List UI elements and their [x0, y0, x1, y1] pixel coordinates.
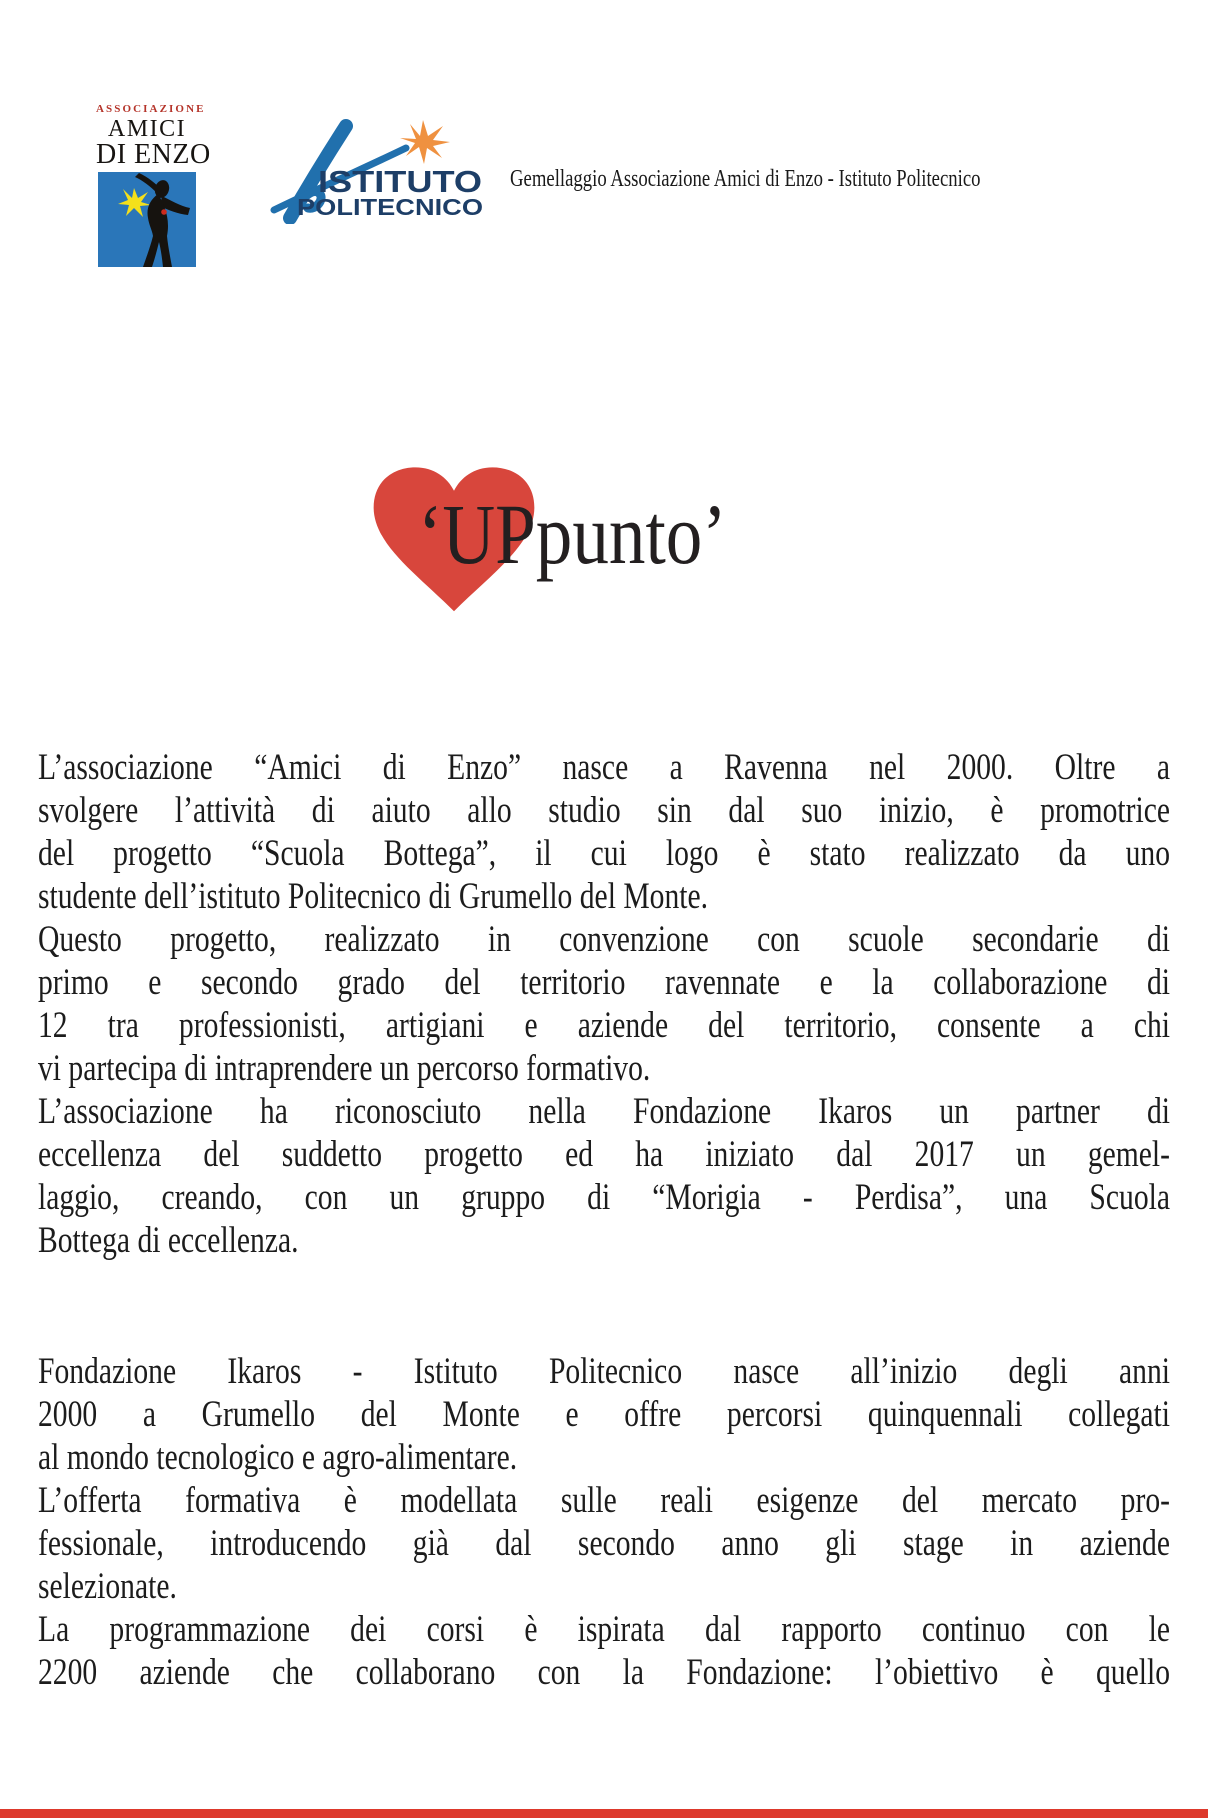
text-line: laggio, creando, con un gruppo di “Morigia - Perdisa”, una Scuola: [38, 1177, 1170, 1218]
istituto-politecnico-logo: [258, 112, 498, 224]
paragraph: [38, 1608, 1170, 1694]
text-line: L’associazione ha riconosciuto nella Fondazione Ikaros un partner di: [38, 1091, 1170, 1132]
politecnico-politecnico-label: POLITECNICO: [297, 194, 483, 220]
paragraph: [38, 918, 1170, 1090]
text-line: 2000 a Grumello del Monte e offre percorsi quinquennali collegati: [38, 1394, 1170, 1435]
body-text: [38, 746, 1170, 1694]
politecnico-star-icon: [400, 120, 450, 164]
page-title: ‘UPpunto’: [418, 486, 727, 582]
amici-di-enzo-logo: [96, 103, 211, 267]
text-line: 12 tra professionisti, artigiani e aziende del territorio, consente a chi: [38, 1005, 1170, 1046]
text-line: Bottega di eccellenza.: [38, 1220, 299, 1261]
text-line: vi partecipa di intraprendere un percorso formativo.: [38, 1048, 651, 1089]
text-line: Questo progetto, realizzato in convenzione con scuole secondarie di: [38, 919, 1170, 960]
footer-accent-bar: [0, 1809, 1208, 1818]
politecnico-istituto-label: ISTITUTO: [318, 164, 482, 199]
paragraph: [38, 1479, 1170, 1608]
amici-logo-associazione-label: ASSOCIAZIONE: [96, 103, 206, 115]
gemellaggio-caption: Gemellaggio Associazione Amici di Enzo - Istituto Politecnico: [510, 166, 981, 192]
text-line: fessionale, introducendo già dal secondo anno gli stage in aziende: [38, 1523, 1170, 1564]
uppunto-title-block: [370, 464, 970, 634]
text-line: 2200 aziende che collaborano con la Fondazione: l’obiettivo è quello: [38, 1652, 1170, 1693]
text-line: primo e secondo grado del territorio ravennate e la collaborazione di: [38, 962, 1170, 1003]
text-line: La programmazione dei corsi è ispirata dal rapporto continuo con le: [38, 1609, 1170, 1650]
text-line: del progetto “Scuola Bottega”, il cui logo è stato realizzato da uno: [38, 833, 1170, 874]
text-line: al mondo tecnologico e agro-alimentare.: [38, 1437, 518, 1478]
paragraph: [38, 746, 1170, 918]
text-line: Fondazione Ikaros - Istituto Politecnico nasce all’inizio degli anni: [38, 1351, 1170, 1392]
paragraph: [38, 1350, 1170, 1479]
text-line: eccellenza del suddetto progetto ed ha iniziato dal 2017 un gemel-: [38, 1134, 1170, 1175]
amici-logo-amici-label: AMICI: [107, 116, 187, 142]
paragraph: [38, 1090, 1170, 1262]
text-line: svolgere l’attività di aiuto allo studio sin dal suo inizio, è promotrice: [38, 790, 1170, 831]
text-line: selezionate.: [38, 1566, 177, 1607]
text-line: L’associazione “Amici di Enzo” nasce a Ravenna nel 2000. Oltre a: [38, 747, 1170, 788]
amici-logo-di-enzo-label: DI ENZO: [96, 139, 211, 170]
text-line: studente dell’istituto Politecnico di Grumello del Monte.: [38, 876, 709, 917]
text-line: L’offerta formativa è modellata sulle reali esigenze del mercato pro-: [38, 1480, 1170, 1521]
dancer-icon: [98, 172, 196, 267]
